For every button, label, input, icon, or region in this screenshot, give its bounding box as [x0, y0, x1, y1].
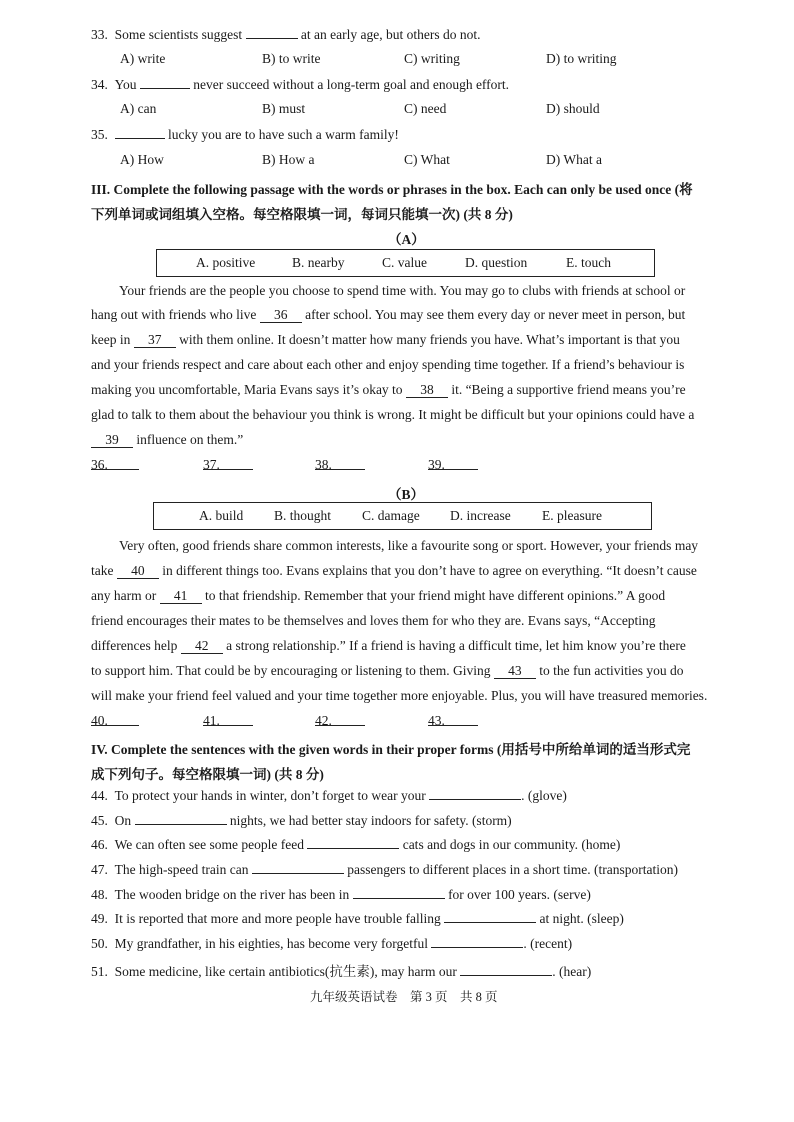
word-box-item: C. value [382, 255, 427, 270]
question-51: 51. Some medicine, like certain antibiotics(抗生素), may harm our . (hear) [91, 964, 592, 979]
question-33: 33. Some scientists suggest at an early age, but others do not. [91, 27, 481, 42]
answer-blank[interactable] [353, 886, 445, 899]
word-box-item: D. increase [450, 508, 511, 523]
passage-b-label: （B） [388, 487, 425, 502]
question-44: 44. To protect your hands in winter, don’t forget to wear your . (glove) [91, 788, 567, 803]
passage-b-line: to support him. That could be by encouraging or listening to them. Giving 43 to the fun activities you do [91, 663, 684, 678]
section-3-heading-cont: 下列单词或词组填入空格。每空格限填一词，每词只能填一次) (共 8 分) [91, 207, 513, 222]
passage-a-line: making you uncomfortable, Maria Evans says it’s okay to 38 it. “Being a supportive friend means you’re [91, 382, 686, 397]
blank-38[interactable]: 38 [406, 383, 448, 398]
answer-blank[interactable] [444, 910, 536, 923]
blank-36[interactable]: 36 [260, 308, 302, 323]
blank-43[interactable]: 43 [494, 664, 536, 679]
blank-41[interactable]: 41 [160, 589, 202, 604]
answer-blank[interactable] [431, 935, 523, 948]
word-box-item: A. positive [196, 255, 256, 270]
passage-a-line: glad to talk to them about the behaviour you think is wrong. It might be difficult but your opinions could have a [91, 407, 695, 422]
page-footer: 九年级英语试卷 第 3 页 共 8 页 [310, 990, 498, 1004]
question-34: 34. You never succeed without a long-term goal and enough effort. [91, 77, 510, 92]
option-34b[interactable]: B) must [262, 101, 306, 116]
answer-blank[interactable] [307, 836, 399, 849]
passage-a-line: 39 influence on them.” [91, 432, 243, 448]
option-34a[interactable]: A) can [120, 101, 157, 116]
option-33b[interactable]: B) to write [262, 51, 321, 66]
word-box-item: E. touch [566, 255, 611, 270]
word-box-b [153, 502, 652, 530]
passage-a-line: Your friends are the people you choose to spend time with. You may go to clubs with friends at school or [119, 283, 686, 298]
blank-39[interactable]: 39 [91, 433, 133, 448]
option-33d[interactable]: D) to writing [546, 51, 617, 66]
word-box-item: C. damage [362, 508, 420, 523]
answer-blank[interactable] [115, 126, 165, 139]
question-35: 35. lucky you are to have such a warm family! [91, 127, 399, 142]
passage-b-line: friend encourages their mates to be themselves and loves them for who they are. Evans says, “Accepting [91, 613, 656, 628]
option-34c[interactable]: C) need [404, 101, 447, 116]
question-45: 45. On nights, we had better stay indoors for safety. (storm) [91, 813, 512, 828]
answer-blank[interactable] [429, 787, 521, 800]
blank-40[interactable]: 40 [117, 564, 159, 579]
question-46: 46. We can often see some people feed cats and dogs in our community. (home) [91, 837, 621, 852]
section-3-heading: III. Complete the following passage with the words or phrases in the box. Each can only be used once (将 [91, 182, 693, 197]
passage-b-line: will make your friend feel valued and your time together more enjoyable. Plus, you will have treasured memories. [91, 688, 708, 703]
word-box-item: E. pleasure [542, 508, 602, 523]
answer-blank[interactable] [460, 963, 552, 976]
option-35a[interactable]: A) How [120, 152, 164, 167]
option-33a[interactable]: A) write [120, 51, 166, 66]
question-48: 48. The wooden bridge on the river has been in for over 100 years. (serve) [91, 887, 591, 902]
question-47: 47. The high-speed train can passengers to different places in a short time. (transportation) [91, 862, 678, 877]
passage-b-line: differences help 42 a strong relationship.” If a friend is having a difficult time, let him know you’re there [91, 638, 686, 653]
answer-blank[interactable] [246, 26, 298, 39]
word-box-a [156, 249, 655, 277]
exam-page: 33. Some scientists suggest at an early age, but others do not. A) write B) to write C) writing D) to writing 34. You never succeed without a long-term goal and enough effort. A) can B) must C) need D) should 35. lucky you are to have such a warm family! A) How B) How a C) What D) What a III. Complete the following passage with the words or phrases in the box. Each can only be used once (将 下列单词或词组填入空格。每空格限填一词，每词只能填一次) (共 8 分) （A） A. positive B. nearby C. value D. question E. touch Your friends are the people you choose to spend time with. You may go to clubs with friends at school or hang out with friends who live 36 after school. You may see them every day or never meet in person, but keep in 37 with them online. It doesn’t matter how many friends you have. What’s important is that you and your friends respect and care about each other and enjoy spending time together. If a friend’s behaviour is making you uncomfortable, Maria Evans says it’s okay to 38 it. “Being a supportive friend means you’re glad to talk to them about the behaviour you think is wrong. It might be difficult but your opinions could have a 39 influence on them.” 36. 37. 38. 39. （B） A. build B. thought C. damage D. increase E. pleasure Very often, good friends share common interests, like a favourite song or sport. However, your friends may take 40 in different things too. Evans explains that you don’t have to agree on everything. “It doesn’t cause any harm or 41 to that friendship. Remember that your friend might have different opinions.” A good friend encourages their mates to be themselves and loves them for who they are. Evans says, “Accepting differences help 42 a strong relationship.” If a friend is having a difficult time, let him know you’re there to support him. That could be by encouraging or listening to them. Giving 43 to the fun activities you do will make your friend feel valued and your time together more enjoyable. Plus, you will have treasured memories. 40. 41. 42. 43. IV. Complete the sentences with the given words in their proper forms (用括号中所给单词的适当形式完 成下列句子。每空格限填一词) (共 8 分) 44. To protect your hands in winter, don’t forget to wear your . (glove) 45. On nights, we had better stay indoors for safety. (storm) 46. We can often see some people feed cats and dogs in our community. (home) 47. The high-speed train can passengers to different places in a short time. (transportation) 48. The wooden bridge on the river has been in for over 100 years. (serve) 49. It is reported that more and more people have trouble falling at night. (sleep) 50. My grandfather, in his eighties, has become very forgetful . (recent) 51. Some medicine, like certain antibiotics(抗生素), may harm our . (hear) 九年级英语试卷 第 3 页 共 8 页 [91, 27, 708, 1004]
question-50: 50. My grandfather, in his eighties, has become very forgetful . (recent) [91, 936, 573, 951]
passage-b-line: Very often, good friends share common interests, like a favourite song or sport. However, your friends may [119, 538, 699, 553]
option-35d[interactable]: D) What a [546, 152, 602, 167]
answer-blank[interactable] [135, 812, 227, 825]
passage-b-line: any harm or 41 to that friendship. Remember that your friend might have different opinions.” A good [91, 588, 666, 603]
word-box-item: A. build [199, 508, 244, 523]
option-34d[interactable]: D) should [546, 101, 600, 116]
option-35b[interactable]: B) How a [262, 152, 315, 167]
question-49: 49. It is reported that more and more people have trouble falling at night. (sleep) [91, 911, 624, 926]
option-33c[interactable]: C) writing [404, 51, 460, 66]
passage-a-line: keep in 37 with them online. It doesn’t matter how many friends you have. What’s important is that you [91, 332, 680, 347]
passage-a-line: and your friends respect and care about each other and enjoy spending time together. If a friend’s behaviour is [91, 357, 685, 372]
passage-a-label: （A） [388, 232, 425, 247]
blank-42[interactable]: 42 [181, 639, 223, 654]
word-box-item: B. thought [274, 508, 332, 523]
passage-a-line: hang out with friends who live 36 after school. You may see them every day or never meet in person, but [91, 307, 686, 322]
section-4-heading-cont: 成下列句子。每空格限填一词) (共 8 分) [91, 767, 324, 782]
answer-blank[interactable] [140, 76, 190, 89]
answer-blank[interactable] [252, 861, 344, 874]
word-box-item: D. question [465, 255, 528, 270]
blank-37[interactable]: 37 [134, 333, 176, 348]
section-4-heading: IV. Complete the sentences with the given words in their proper forms (用括号中所给单词的适当形式完 [91, 742, 691, 757]
word-box-item: B. nearby [292, 255, 345, 270]
passage-b-line: take 40 in different things too. Evans explains that you don’t have to agree on everything. “It doesn’t cause [91, 563, 697, 578]
option-35c[interactable]: C) What [404, 152, 450, 167]
